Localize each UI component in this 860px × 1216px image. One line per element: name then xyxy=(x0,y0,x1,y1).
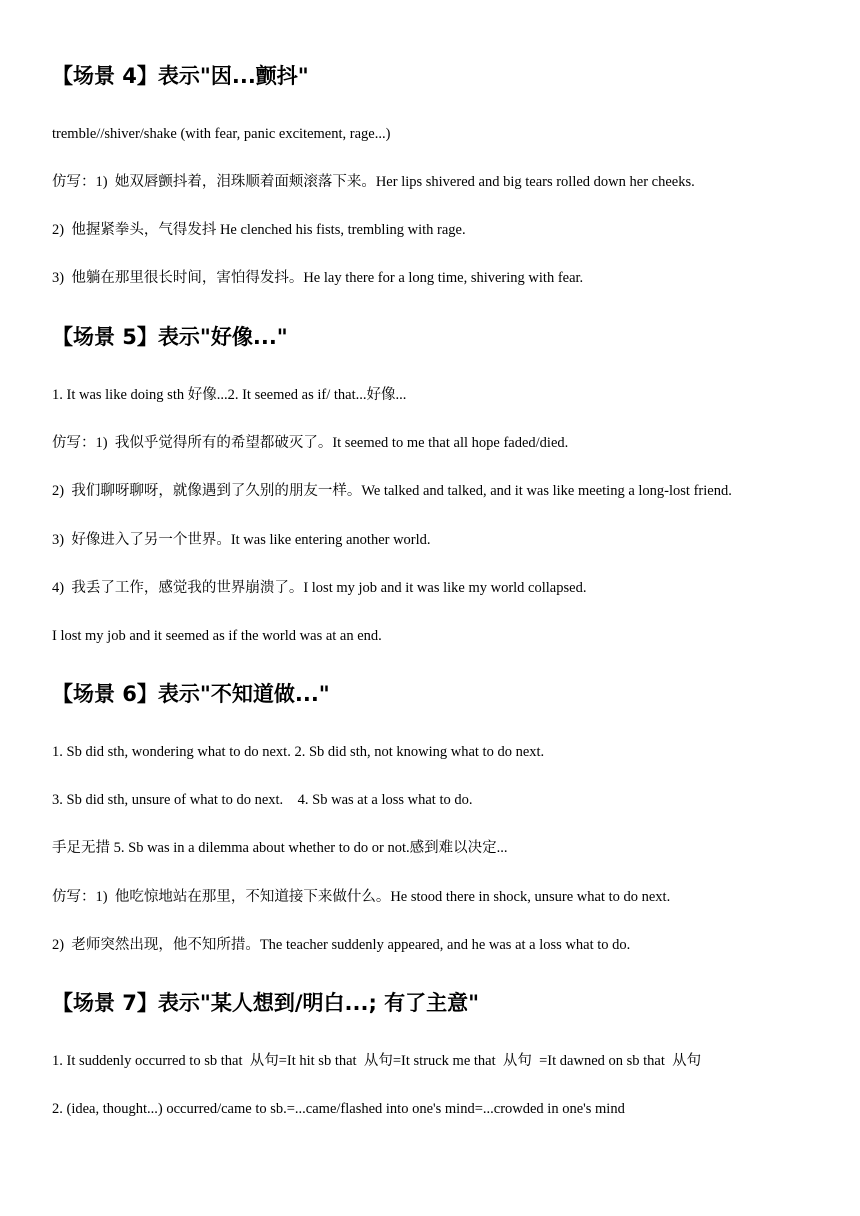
text-line: 2) 我们聊呀聊呀，就像遇到了久别的朋友一样。We talked and talked, and it was like meeting a long-lost friend. xyxy=(52,483,732,499)
text-line: 手足无措 5. Sb was in a dilemma about whether to do or not.感到难以决定... xyxy=(52,840,508,856)
text-line: 3. Sb did sth, unsure of what to do next. 4. Sb was at a loss what to do. xyxy=(52,792,473,808)
text-line: tremble//shiver/shake (with fear, panic excitement, rage...) xyxy=(52,126,391,142)
text-line: 仿写：1) 我似乎觉得所有的希望都破灭了。It seemed to me that all hope faded/died. xyxy=(52,435,569,451)
section-heading-scene-7: 【场景 7】表示"某人想到/明白...; 有了主意" xyxy=(52,991,480,1015)
text-line: 4) 我丢了工作，感觉我的世界崩溃了。I lost my job and it was like my world collapsed. xyxy=(52,580,587,596)
text-line: 2. (idea, thought...) occurred/came to sb.=...came/flashed into one's mind=...crowded in one's mind xyxy=(52,1101,625,1117)
text-line: 3) 好像进入了另一个世界。It was like entering another world. xyxy=(52,532,431,548)
text-line: 1. It was like doing sth 好像...2. It seemed as if/ that...好像... xyxy=(52,387,407,403)
text-line: 3) 他躺在那里很长时间，害怕得发抖。He lay there for a long time, shivering with fear. xyxy=(52,270,584,286)
section-heading-scene-6: 【场景 6】表示"不知道做..." xyxy=(52,682,330,706)
text-line: 2) 他握紧拳头，气得发抖 He clenched his fists, trembling with rage. xyxy=(52,222,466,238)
section-heading-scene-4: 【场景 4】表示"因...颤抖" xyxy=(52,64,309,88)
text-line: I lost my job and it seemed as if the world was at an end. xyxy=(52,628,382,644)
text-line: 1. Sb did sth, wondering what to do next. 2. Sb did sth, not knowing what to do next. xyxy=(52,744,545,760)
text-line: 1. It suddenly occurred to sb that 从句=It hit sb that 从句=It struck me that 从句 =It dawned on sb that 从句 xyxy=(52,1053,702,1069)
section-heading-scene-5: 【场景 5】表示"好像..." xyxy=(52,325,288,349)
text-line: 仿写：1) 她双唇颤抖着，泪珠顺着面颊滚落下来。Her lips shivered and big tears rolled down her cheeks. xyxy=(52,174,695,190)
text-line: 2) 老师突然出现，他不知所措。The teacher suddenly appeared, and he was at a loss what to do. xyxy=(52,937,631,953)
text-line: 仿写：1) 他吃惊地站在那里，不知道接下来做什么。He stood there in shock, unsure what to do next. xyxy=(52,889,671,905)
